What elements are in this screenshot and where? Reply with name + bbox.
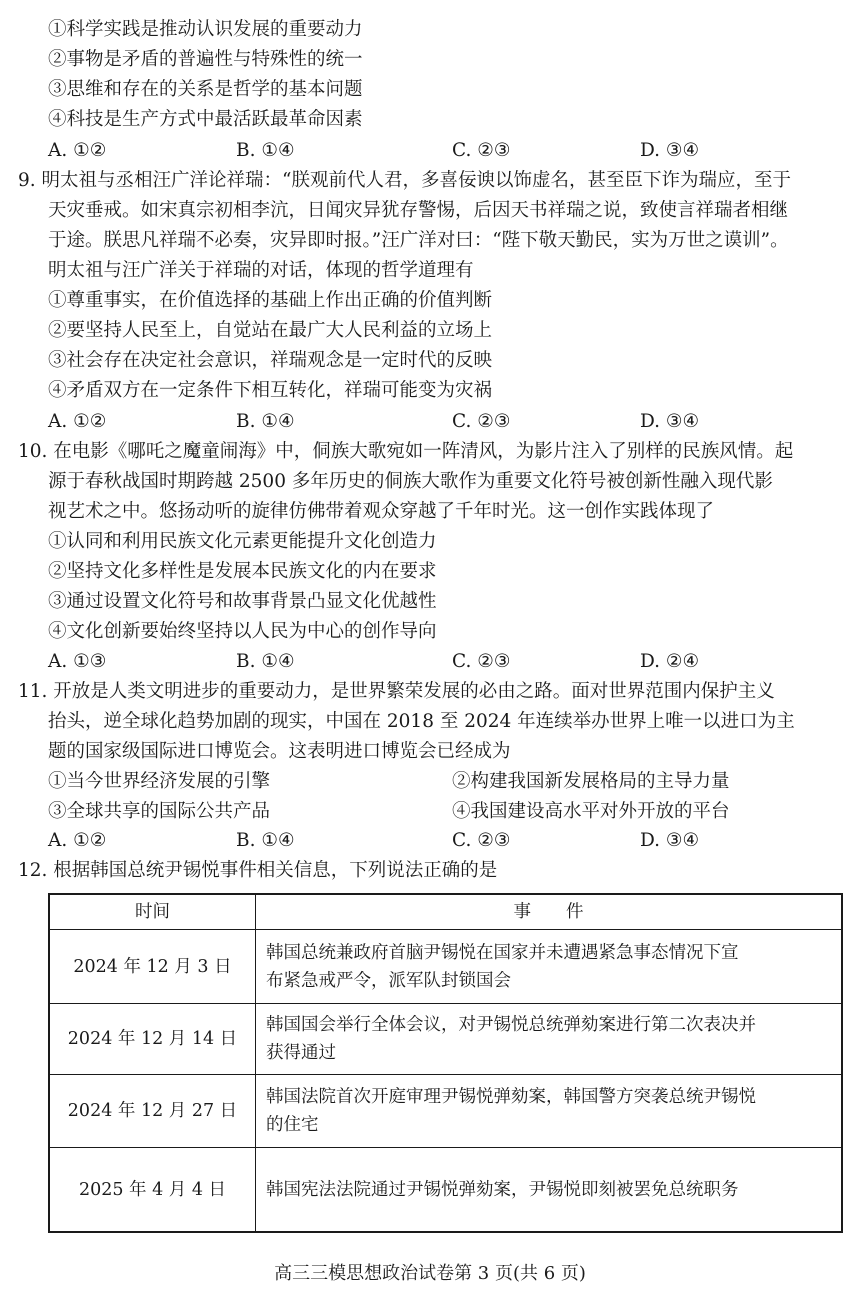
event-description <box>256 1148 843 1233</box>
item-line: ③思维和存在的关系是哲学的基本问题 <box>48 79 363 100</box>
question-10-item: ③通过设置文化符号和故事背景凸显文化优越性 <box>48 591 437 612</box>
option-b: B. ①④ <box>236 651 295 672</box>
question-10-item: ②坚持文化多样性是发展本民族文化的内在要求 <box>48 561 437 582</box>
event-line: 韩国国会举行全体会议，对尹锡悦总统弹劾案进行第二次表决并 <box>266 1015 756 1035</box>
column-header-event: 事 件 <box>256 894 843 930</box>
question-11-item: ③全球共享的国际公共产品 <box>48 801 271 822</box>
table-row <box>49 1148 842 1233</box>
table-row <box>49 1075 842 1148</box>
option-a: A. ①③ <box>48 651 107 672</box>
option-d: D. ②④ <box>640 651 700 672</box>
question-10-stem: 视艺术之中。悠扬动听的旋律仿佛带着观众穿越了千年时光。这一创作实践体现了 <box>48 501 715 522</box>
item-line: ①科学实践是推动认识发展的重要动力 <box>48 19 363 40</box>
option-c: C. ②③ <box>452 830 511 851</box>
question-11-stem: 抬头，逆全球化趋势加剧的现实，中国在 2018 至 2024 年连续举办世界上唯一以进口为主 <box>48 711 795 732</box>
question-10-stem: 10. 在电影《哪吒之魔童闹海》中，侗族大歌宛如一阵清风，为影片注入了别样的民族风情。起 <box>18 441 794 462</box>
question-11-item: ①当今世界经济发展的引擎 <box>48 771 271 792</box>
question-11-stem: 题的国家级国际进口博览会。这表明进口博览会已经成为 <box>48 741 511 762</box>
table-row <box>49 930 842 1004</box>
question-12-stem: 12. 根据韩国总统尹锡悦事件相关信息，下列说法正确的是 <box>18 860 498 881</box>
option-c: C. ②③ <box>452 140 511 161</box>
table-row <box>49 1004 842 1075</box>
event-line: 布紧急戒严令，派军队封锁国会 <box>266 970 511 991</box>
event-table <box>48 893 843 1233</box>
event-line: 获得通过 <box>266 1043 336 1063</box>
question-10-item: ①认同和利用民族文化元素更能提升文化创造力 <box>48 531 437 552</box>
item-line: ②事物是矛盾的普遍性与特殊性的统一 <box>48 49 363 70</box>
option-c: C. ②③ <box>452 651 511 672</box>
event-description <box>256 1004 843 1075</box>
question-10-item: ④文化创新要始终坚持以人民为中心的创作导向 <box>48 621 437 642</box>
question-9-item: ③社会存在决定社会意识，祥瑞观念是一定时代的反映 <box>48 350 493 371</box>
event-description <box>256 930 843 1004</box>
question-9-stem: 明太祖与汪广洋关于祥瑞的对话，体现的哲学道理有 <box>48 260 474 281</box>
event-time: 2024 年 12 月 14 日 <box>49 1004 256 1075</box>
item-line: ④科技是生产方式中最活跃最革命因素 <box>48 109 363 130</box>
question-9-stem: 于途。朕思凡祥瑞不必奏，灾异即时报。”汪广洋对曰：“陛下敬天勤民，实为万世之谟训”。 <box>48 230 789 251</box>
option-d: D. ③④ <box>640 830 700 851</box>
option-a: A. ①② <box>48 830 107 851</box>
question-10-stem: 源于春秋战国时期跨越 2500 多年历史的侗族大歌作为重要文化符号被创新性融入现代影 <box>48 471 773 492</box>
question-9-item: ④矛盾双方在一定条件下相互转化，祥瑞可能变为灾祸 <box>48 380 493 401</box>
option-d: D. ③④ <box>640 140 700 161</box>
event-time: 2024 年 12 月 3 日 <box>49 930 256 1004</box>
question-11-item: ②构建我国新发展格局的主导力量 <box>452 771 730 792</box>
event-description <box>256 1075 843 1148</box>
question-11-stem: 11. 开放是人类文明进步的重要动力，是世界繁荣发展的必由之路。面对世界范围内保护主义 <box>18 681 775 702</box>
option-d: D. ③④ <box>640 411 700 432</box>
table-header-row <box>49 894 842 930</box>
option-a: A. ①② <box>48 411 107 432</box>
question-9-item: ②要坚持人民至上，自觉站在最广大人民利益的立场上 <box>48 320 493 341</box>
question-9-item: ①尊重事实，在价值选择的基础上作出正确的价值判断 <box>48 290 493 311</box>
event-time: 2024 年 12 月 27 日 <box>49 1075 256 1148</box>
option-a: A. ①② <box>48 140 107 161</box>
event-line: 的住宅 <box>266 1115 319 1135</box>
option-c: C. ②③ <box>452 411 511 432</box>
event-line: 韩国宪法法院通过尹锡悦弹劾案，尹锡悦即刻被罢免总统职务 <box>266 1179 739 1200</box>
event-time: 2025 年 4 月 4 日 <box>49 1148 256 1233</box>
question-9-stem: 9. 明太祖与丞相汪广洋论祥瑞：“朕观前代人君，多喜佞谀以饰虚名，甚至臣下诈为瑞应，至于 <box>18 170 791 191</box>
page-footer: 高三三模思想政治试卷第 3 页(共 6 页) <box>274 1263 586 1284</box>
event-line: 韩国总统兼政府首脑尹锡悦在国家并未遭遇紧急事态情况下宣 <box>266 942 739 963</box>
option-b: B. ①④ <box>236 140 295 161</box>
event-line: 韩国法院首次开庭审理尹锡悦弹劾案，韩国警方突袭总统尹锡悦 <box>266 1087 756 1107</box>
option-b: B. ①④ <box>236 830 295 851</box>
question-9-stem: 天灾垂戒。如宋真宗初相李沆，日闻灾异犹存警惕，后因天书祥瑞之说，致使言祥瑞者相继 <box>48 200 789 221</box>
column-header-time: 时间 <box>49 894 256 930</box>
option-b: B. ①④ <box>236 411 295 432</box>
question-11-item: ④我国建设高水平对外开放的平台 <box>452 801 730 822</box>
